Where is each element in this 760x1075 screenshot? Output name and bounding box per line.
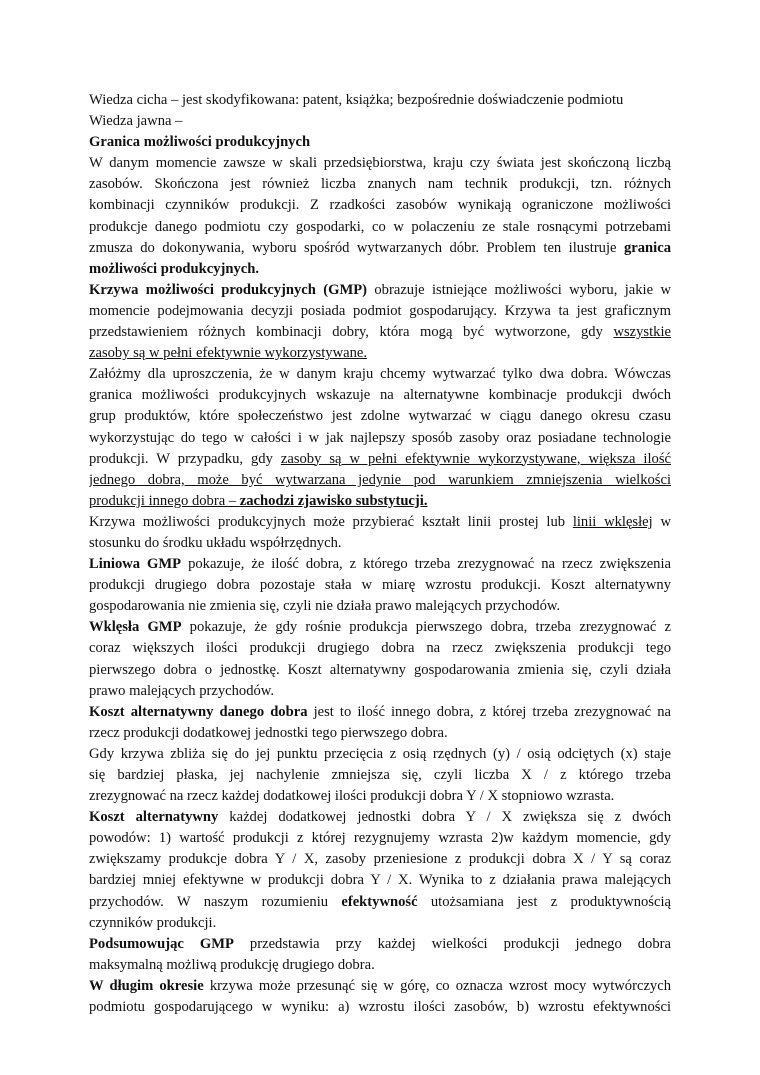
text-line (89, 617, 671, 638)
text-line (89, 997, 671, 1018)
text-run: zwiększamy produkcje dobra Y / X, zasoby przeniesione z produkcji dobra X / Y są coraz (89, 851, 671, 868)
text-run: maksymalną możliwą produkcję drugiego dobra. (89, 956, 375, 973)
text-run: każdej dodatkowej jednostki dobra Y / X zwiększa się z dwóch (218, 809, 671, 826)
text-run: zmusza do dokonywania, wyboru spośród wytwarzanych dóbr. Problem ten ilustruje (89, 239, 624, 256)
bold-text: efektywność (341, 893, 418, 910)
text-run: Gdy krzywa zbliża się do jej punktu przecięcia z osią rzędnych (y) / osią odciętych (x) staje (89, 745, 671, 762)
text-line (89, 913, 671, 934)
text-line (89, 132, 671, 153)
text-run: Krzywa możliwości produkcyjnych może przybierać kształt linii prostej lub (89, 513, 573, 530)
text-run: gospodarowania nie zmienia się, czyli nie działa prawo malejących przychodów. (89, 598, 561, 615)
text-line (89, 195, 671, 216)
text-run: Wiedza jawna – (89, 113, 183, 130)
underlined-text: zasoby są w pełni efektywnie wykorzystywane, większa ilość (280, 450, 671, 467)
text-line (89, 533, 671, 554)
bold-text: możliwości produkcyjnych. (89, 260, 260, 277)
text-run: zasobów. Skończona jest również liczba znanych nam technik produkcji, tzn. różnych (89, 176, 671, 193)
text-run: rzecz produkcji dodatkowej jednostki tego pierwszego dobra. (89, 724, 448, 741)
underlined-text: jednego dobra, może być wytwarzana jedynie pod warunkiem zmniejszenia wielkości (89, 471, 671, 488)
text-line (89, 702, 671, 723)
text-run: grup produktów, które społeczeństwo jest zdolne wytwarzać w ciągu danego okresu czasu (89, 408, 671, 425)
bold-text: Koszt alternatywny danego dobra (89, 703, 308, 720)
bold-text: W długim okresie (89, 977, 204, 994)
text-line (89, 301, 671, 322)
text-line (89, 174, 671, 195)
text-run: podmiotu gospodarującego w wyniku: a) wzrostu ilości zasobów, b) wzrostu efektywności (89, 999, 671, 1016)
text-run: powodów: 1) wartość produkcji z której rezygnujemy wzrasta 2)w każdym momencie, gdy (89, 830, 671, 847)
text-line (89, 828, 671, 849)
text-run: bardziej mniej efektywne w produkcji dobra Y / X. Wynika to z działania prawa malejących (89, 872, 671, 889)
text-line (89, 153, 671, 174)
bold-text: zachodzi zjawisko substytucji. (239, 492, 428, 509)
text-line (89, 428, 671, 449)
text-line (89, 554, 671, 575)
text-line (89, 259, 671, 280)
text-run: przedstawia przy każdej wielkości produkcji jednego dobra (233, 935, 671, 952)
text-run: granica możliwości produkcyjnych wskazuje na alternatywne kombinacje produkcji dwóch (89, 387, 671, 404)
text-line (89, 512, 671, 533)
text-run: W danym momencie zawsze w skali przedsiębiorstwa, kraju czy świata jest skończoną liczbą (89, 155, 671, 172)
underlined-text: linii wklęsłej (572, 513, 653, 530)
text-run: pokazuje, że gdy rośnie produkcja pierwszego dobra, trzeba zrezygnować z (181, 619, 671, 636)
text-run: przychodów. W naszym rozumieniu (89, 893, 342, 910)
text-run: produkcje danego podmiotu czy gospodarki, co w polaczeniu ze stale rosnącymi potrzebami (89, 218, 671, 235)
text-line (89, 596, 671, 617)
text-run: obrazuje istniejące możliwości wyboru, jakie w (367, 281, 671, 298)
text-run: stosunku do środku układu współrzędnych. (89, 534, 342, 551)
underlined-text: zasoby są w pełni efektywnie wykorzystywane. (89, 345, 368, 362)
text-line (89, 870, 671, 891)
bold-text: Liniowa GMP (89, 556, 182, 573)
bold-text: Koszt alternatywny (89, 809, 219, 826)
text-run: krzywa może przesunąć się w górę, co oznacza wzrost mocy wytwórczych (203, 977, 671, 994)
text-run: w (652, 513, 671, 530)
text-line (89, 322, 671, 343)
text-run: Załóżmy dla uproszczenia, że w danym kraju chcemy wytwarzać tylko dwa dobra. Wówczas (89, 366, 671, 383)
text-line (89, 765, 671, 786)
underlined-text: produkcji innego dobra – (89, 492, 240, 509)
text-line (89, 786, 671, 807)
text-run: przedstawieniem różnych kombinacji dobry, która mogą być wytworzone, gdy (89, 324, 614, 341)
text-run: wykorzystując do tego w całości i w jak najlepszy sposób zasoby oraz posiadane technologie (89, 429, 671, 446)
text-run: utożsamiana jest z produktywnością (417, 893, 671, 910)
text-line (89, 90, 671, 111)
bold-text: Wklęsła GMP (89, 619, 182, 636)
text-run: produkcji drugiego dobra pozostaje stała w miarę wzrostu produkcji. Koszt alternatywny (89, 577, 671, 594)
text-line (89, 807, 671, 828)
text-run: zrezygnować na rzecz każdej dodatkowej ilości produkcji dobra Y / X stopniowo wzrasta. (89, 788, 615, 805)
text-line (89, 491, 671, 512)
text-run: pierwszego dobra o jednostkę. Koszt alternatywny gospodarowania zmienia się, czyli działa (89, 661, 671, 678)
text-line (89, 385, 671, 406)
text-line (89, 723, 671, 744)
text-line (89, 849, 671, 870)
text-run: pokazuje, że ilość dobra, z którego trzeba zrezygnować na rzecz zwiększenia (181, 556, 671, 573)
text-line (89, 470, 671, 491)
text-line (89, 681, 671, 702)
text-run: jest to ilość innego dobra, z której trzeba zrezygnować na (307, 703, 671, 720)
text-line (89, 449, 671, 470)
text-line (89, 238, 671, 259)
text-run: momencie podejmowania decyzji posiada podmiot gospodarujący. Krzywa ta jest graficznym (89, 302, 671, 319)
text-line (89, 934, 671, 955)
bold-text: Krzywa możliwości produkcyjnych (GMP) (89, 281, 368, 298)
text-run: Wiedza cicha – jest skodyfikowana: patent, książka; bezpośrednie doświadczenie podmiotu (89, 92, 624, 108)
text-run: coraz większych ilości produkcji drugiego dobra na rzecz zwiększenia produkcji tego (89, 640, 671, 657)
text-line (89, 638, 671, 659)
bold-text: Podsumowując GMP (89, 935, 234, 952)
text-line (89, 976, 671, 997)
underlined-text: wszystkie (613, 324, 671, 341)
text-line (89, 892, 671, 913)
text-run: produkcji. W przypadku, gdy (89, 450, 281, 467)
text-run: kombinacji czynników produkcji. Z rzadkości zasobów wynikają ograniczone możliwości (89, 197, 671, 214)
text-line (89, 406, 671, 427)
text-line (89, 955, 671, 976)
text-line (89, 217, 671, 238)
text-run: się bardziej płaska, jej nachylenie zmniejsza się, czyli liczba X / z którego trzeba (89, 767, 671, 783)
text-line (89, 660, 671, 681)
text-line (89, 744, 671, 765)
bold-text: granica (623, 239, 671, 256)
text-line (89, 111, 671, 132)
text-run: prawo malejących przychodów. (89, 682, 275, 699)
text-run: czynników produkcji. (89, 914, 217, 931)
text-line (89, 280, 671, 301)
text-line (89, 343, 671, 364)
text-line (89, 364, 671, 385)
document-page (89, 90, 671, 1018)
text-line (89, 575, 671, 596)
bold-text: Granica możliwości produkcyjnych (89, 134, 311, 151)
